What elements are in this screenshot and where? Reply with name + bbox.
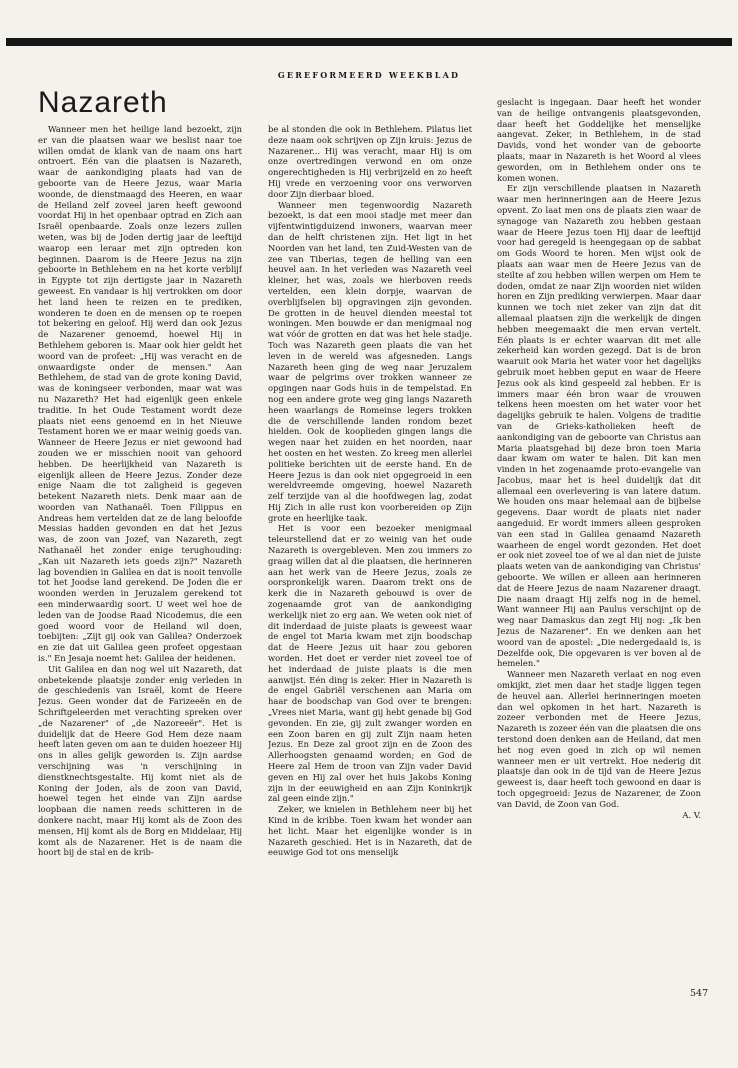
column-2 <box>268 124 472 1004</box>
paragraph: Wanneer men Nazareth verlaat en nog even omkijkt, ziet men daar het stadje liggen tegen de heuvel aan. Allerlei herinneringen moeten dan wel opkomen in het hart. Nazareth is zozeer verbonden met de Heere Jezus, Nazareth is zozeer één van die plaatsen die ons terstond doen denken aan de Heiland, dat men het nog even goed in zich op wil nemen wanneer men er uit vertrekt. Hoe nederig dit plaatsje dan ook in de tijd van de Heere Jezus geweest is, daar heeft toch gewoond en daar is toch opgegroeid: Jezus de Nazarener, de Zoon van David, de Zoon van God. <box>497 669 701 809</box>
paragraph: Wanneer men het heilige land bezoekt, zijn er van die plaatsen waar we beslist naar toe willen omdat de klank van de naam ons hart ontroert. Eén van die plaatsen is Nazareth, waar de aankondiging plaats had van de geboorte van de Heere Jezus, waar Maria woonde, de dienstmaagd des Heeren, en waar de Heiland zelf zoveel jaren heeft gewoond voordat Hij in het openbaar optrad en Zich aan Israël openbaarde. Zoals onze lezers zullen weten, was bij de Joden dertig jaar de leeftijd waarop een leraar met zijn optreden kon beginnen. Daarom is de Heere Jezus na zijn geboorte in Bethlehem en na het korte verblijf in Egypte tot zijn dertigste jaar in Nazareth geweest. En vandaar is hij vertrokken om door het land heen te reizen en te prediken, wonderen te doen en de mensen op te roepen tot bekering en geloof. Hij werd dan ook Jezus de Nazarener genoemd, hoewel Hij in Bethlehem geboren is. Maar ook hier geldt het woord van de profeet: „Hij was veracht en de onwaardigste onder de mensen." Aan Bethlehem, de stad van de grote koning David, was de koningseer verbonden, maar wat was nu Nazareth? Het had eigenlijk geen enkele traditie. In het Oude Testament wordt deze plaats niet eens genoemd en in het Nieuwe Testament horen we er maar weinig goeds van. Wanneer de Heere Jezus er niet gewoond had zouden we er misschien nooit van gehoord hebben. De heerlijkheid van Nazareth is eigenlijk alleen de Heere Jezus. Zonder deze enige Naam die tot zaligheid is gegeven betekent Nazareth niets. Denk maar aan de woorden van Nathanaël. Toen Filippus en Andreas hem vertelden dat ze de lang beloofde Messias hadden gevonden en dat het Jezus was, de zoon van Jozef, van Nazareth, zegt Nathanaël het zonder enige terughouding: „Kan uit Nazareth iets goeds zijn?" Nazareth lag bovendien in Galilea en dat is nooit tenvolle tot het Joodse land gerekend. De Joden die er woonden werden in Jeruzalem gerekend tot een minderwaardig soort. U weet wel hoe de leden van de Joodse Raad Nicodemus, die een goed woord voor de Heiland wil doen, toebijten: „Zijt gij ook van Galilea? Onderzoek en zie dat uit Galilea geen profeet opgestaan is." En Jesaja noemt het: Galilea der heidenen. <box>38 124 242 664</box>
column-1 <box>38 124 242 1004</box>
author-signature: A. V. <box>682 809 701 820</box>
top-rule <box>6 38 732 46</box>
paragraph: Wanneer men tegenwoordig Nazareth bezoekt, is dat een mooi stadje met meer dan vijfentwintigduizend inwoners, waarvan meer dan de helft christenen zijn. Het ligt in het Noorden van het land, ten Zuid-Westen van de zee van Tiberias, tegen de helling van een heuvel aan. In het verleden was Nazareth veel kleiner, het was, zoals we hierboven reeds vertelden, een klein dorpje, waarvan de overblijfselen bij opgravingen zijn gevonden. De grotten in de heuvel dienden meestal tot woningen. Men bouwde er dan menigmaal nog wat vóór de grotten en dat was het hele stadje. Toch was Nazareth geen plaats die van het leven in de wereld was afgesneden. Langs Nazareth heen ging de weg naar Jeruzalem waar de pelgrims over trokken wanneer ze opgingen naar Gods huis in de tempelstad. En nog een andere grote weg ging langs Nazareth heen waarlangs de Romeinse legers trokken die de verschillende landen rondom bezet hielden. Ook de kooplieden gingen langs die wegen naar het zuiden en het noorden, naar het oosten en het westen. Zo kreeg men allerlei politieke berichten uit de eerste hand. En de Heere Jezus is dan ook niet opgegroeid in een wereldvreemde omgeving, hoewel Nazareth zelf terzijde van al die hoofdwegen lag, zodat Hij Zich in alle rust kon voorbereiden op Zijn grote en heerlijke taak. <box>268 199 472 523</box>
running-head: GEREFORMEERD WEEKBLAD <box>277 70 461 80</box>
paragraph: Uit Galilea en dan nog wel uit Nazareth, dat onbetekende plaatsje zonder enig verleden in de geschiedenis van Israël, komt de Heere Jezus. Geen wonder dat de Farizeeën en de Schriftgeleerden met verachting spreken over „de Nazarener" of „de Nazoreeër". Het is duidelijk dat de Heere God Hem deze naam heeft laten geven om aan te duiden hoezeer Hij ons in alles gelijk geworden is. Zijn aardse verschijning was 'n verschijning in dienstknechtsgestalte. Hij komt niet als de Koning der Joden, als de zoon van David, hoewel tegen het einde van Zijn aardse loopbaan die namen reeds schitteren in de donkere nacht, maar Hij komt als de Zoon des mensen, Hij komt als de Borg en Middelaar, Hij komt als de Nazarener. Het is de naam die hoort bij de stal en de krib- <box>38 663 242 858</box>
paragraph: Zeker, we knielen in Bethlehem neer bij het Kind in de kribbe. Toen kwam het wonder aan het licht. Maar het eigenlijke wonder is in Nazareth geschied. Het is in Nazareth, dat de eeuwige God tot ons menselijk <box>268 804 472 858</box>
paragraph: geslacht is ingegaan. Daar heeft het wonder van de heilige ontvangenis plaatsgevonden, daar heeft het Goddelijke het menselijke aangevat. Zeker, in Bethlehem, in de stad Davids, vond het wonder van de geboorte plaats, maar in Nazareth is het Woord al vlees geworden, om in Bethlehem onder ons te komen wonen. <box>497 97 701 183</box>
article-title: Nazareth <box>38 86 168 119</box>
paragraph: be al stonden die ook in Bethlehem. Pilatus liet deze naam ook schrijven op Zijn kruis: Jezus de Nazarener... Hij was veracht, maar Hij is om onze overtredingen verwond en om onze ongerechtigheden is Hij verbrijzeld en zo heeft Hij vrede en verzoening voor ons verworven door Zijn dierbaar bloed. <box>268 124 472 199</box>
paragraph: Het is voor een bezoeker menigmaal teleurstellend dat er zo weinig van het oude Nazareth is overgebleven. Men zou immers zo graag willen dat al die plaatsen, die herinneren aan het werk van de Heere Jezus, zoals ze oorspronkelijk waren. Daarom trekt ons de kerk die in Nazareth gebouwd is over de zogenaamde grot van de aankondiging werkelijk niet zo erg aan. We weten ook niet of dit inderdaad de juiste plaats is geweest waar de engel tot Maria kwam met zijn boodschap dat de Heere Jezus uit haar zou geboren worden. Het doet er verder niet zoveel toe of het inderdaad de juiste plaats is die men aanwijst. Eén ding is zeker. Hier in Nazareth is de engel Gabriël verschenen aan Maria om haar de boodschap van God over te brengen: „Vrees niet Maria, want gij hebt genade bij God gevonden. En zie, gij zult zwanger worden en een Zoon baren en gij zult Zijn naam heten Jezus. En Deze zal groot zijn en de Zoon des Allerhoogsten genaamd worden; en God de Heere zal Hem de troon van Zijn vader David geven en Hij zal over het huis Jakobs Koning zijn in der eeuwigheid en aan Zijn Koninkrijk zal geen einde zijn." <box>268 523 472 804</box>
paragraph: Er zijn verschillende plaatsen in Nazareth waar men herinneringen aan de Heere Jezus opvent. Zo laat men ons de plaats zien waar de synagoge van Nazareth zou hebben gestaan waar de Heere Jezus toen Hij daar de leeftijd voor had geregeld is heengegaan op de sabbat om Gods Woord te horen. Men wijst ook de plaats aan waar men de Heere Jezus van de steilte af zou hebben willen werpen om Hem te doden, omdat ze naar Zijn woorden niet wilden horen en Zijn prediking verwierpen. Maar daar kunnen we toch niet zeker van zijn dat dit allemaal plaatsen zijn die werkelijk de dingen hebben meegemaakt die men ervan vertelt. Eén plaats is er echter waarvan dit met alle zekerheid kan worden gezegd. Dat is de bron waaruit ook Maria het water voor het dagelijks gebruik moet hebben geput en waar de Heere Jezus ook als kind gespeeld zal hebben. Er is immers maar één bron waar de vrouwen telkens heen moesten om het water voor het dagelijks gebruik te halen. Volgens de traditie van de Grieks-katholieken heeft de aankondiging van de geboorte van Christus aan Maria plaatsgehad bij deze bron toen Maria daar kwam om water te halen. Dit kan men vinden in het zogenaamde proto-evangelie van Jacobus, maar het is heel duidelijk dat dit allemaal een overlevering is van latere datum. We houden ons maar helemaal aan de bijbelse gegevens. Daar wordt de plaats niet nader aangeduid. Er wordt immers alleen gesproken van een stad in Galilea genaamd Nazareth waarheen de engel wordt gezonden. Het doet er ook niet zoveel toe of we al dan niet de juiste plaats weten van de aankondiging van Christus' geboorte. We willen er alleen aan herinneren dat de Heere Jezus de naam Nazarener draagt. Die naam draagt Hij zelfs nog in de hemel. Want wanneer Hij aan Paulus verschijnt op de weg naar Damaskus dan zegt Hij nog: „Ik ben Jezus de Nazarener". En we denken aan het woord van de apostel: „Die nedergedaald is, is Dezelfde ook, Die opgevaren is ver boven al de hemelen." <box>497 183 701 669</box>
page-number: 547 <box>690 988 709 999</box>
column-3 <box>497 97 701 977</box>
